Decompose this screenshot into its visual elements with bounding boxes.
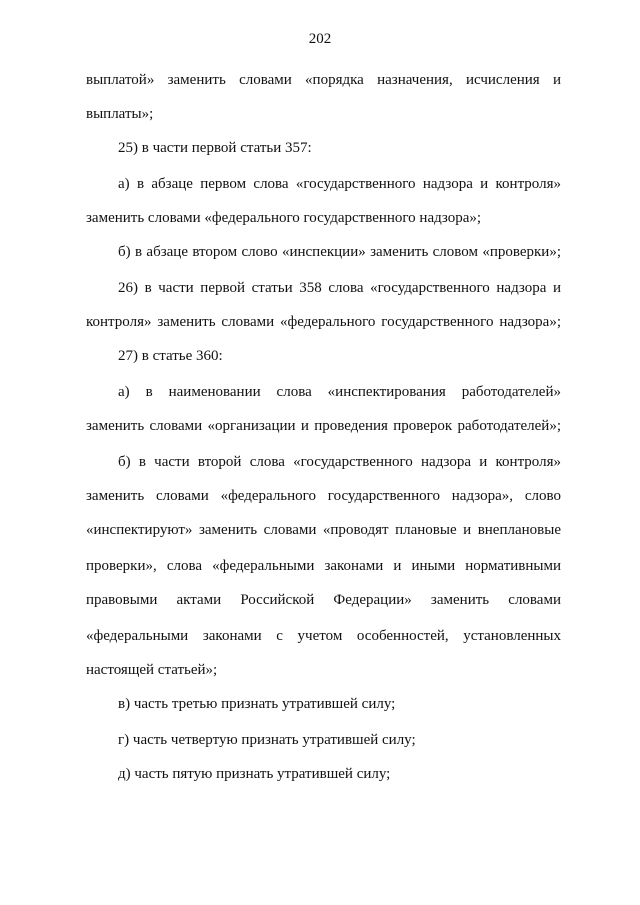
text-line: правовыми актами Российской Федерации» заменить словами — [86, 592, 561, 608]
text-line: заменить словами «организации и проведения проверок работодателей»; — [86, 418, 561, 434]
text-line: проверки», слова «федеральными законами и иными нормативными — [86, 558, 561, 574]
text-line: выплаты»; — [86, 106, 154, 122]
text-line: контроля» заменить словами «федерального государственного надзора»; — [86, 314, 561, 330]
text-line: 25) в части первой статьи 357: — [118, 140, 312, 156]
text-line: а) в абзаце первом слова «государственного надзора и контроля» — [118, 176, 561, 192]
text-line: в) часть третью признать утратившей силу; — [118, 696, 396, 712]
text-line: б) в абзаце втором слово «инспекции» заменить словом «проверки»; — [118, 244, 561, 260]
text-line: 27) в статье 360: — [118, 348, 223, 364]
text-line: а) в наименовании слова «инспектирования работодателей» — [118, 384, 561, 400]
text-line: «инспектируют» заменить словами «проводят плановые и внеплановые — [86, 522, 561, 538]
text-line: б) в части второй слова «государственного надзора и контроля» — [118, 454, 561, 470]
text-line: заменить словами «федерального государственного надзора», слово — [86, 488, 561, 504]
text-line: заменить словами «федерального государственного надзора»; — [86, 210, 482, 226]
text-line: д) часть пятую признать утратившей силу; — [118, 766, 391, 782]
text-line: настоящей статьей»; — [86, 662, 218, 678]
page-number: 202 — [308, 31, 332, 47]
text-line: г) часть четвертую признать утратившей силу; — [118, 732, 416, 748]
text-line: 26) в части первой статьи 358 слова «государственного надзора и — [118, 280, 561, 296]
text-line: «федеральными законами с учетом особенностей, установленных — [86, 628, 561, 644]
text-line: выплатой» заменить словами «порядка назначения, исчисления и — [86, 72, 561, 88]
